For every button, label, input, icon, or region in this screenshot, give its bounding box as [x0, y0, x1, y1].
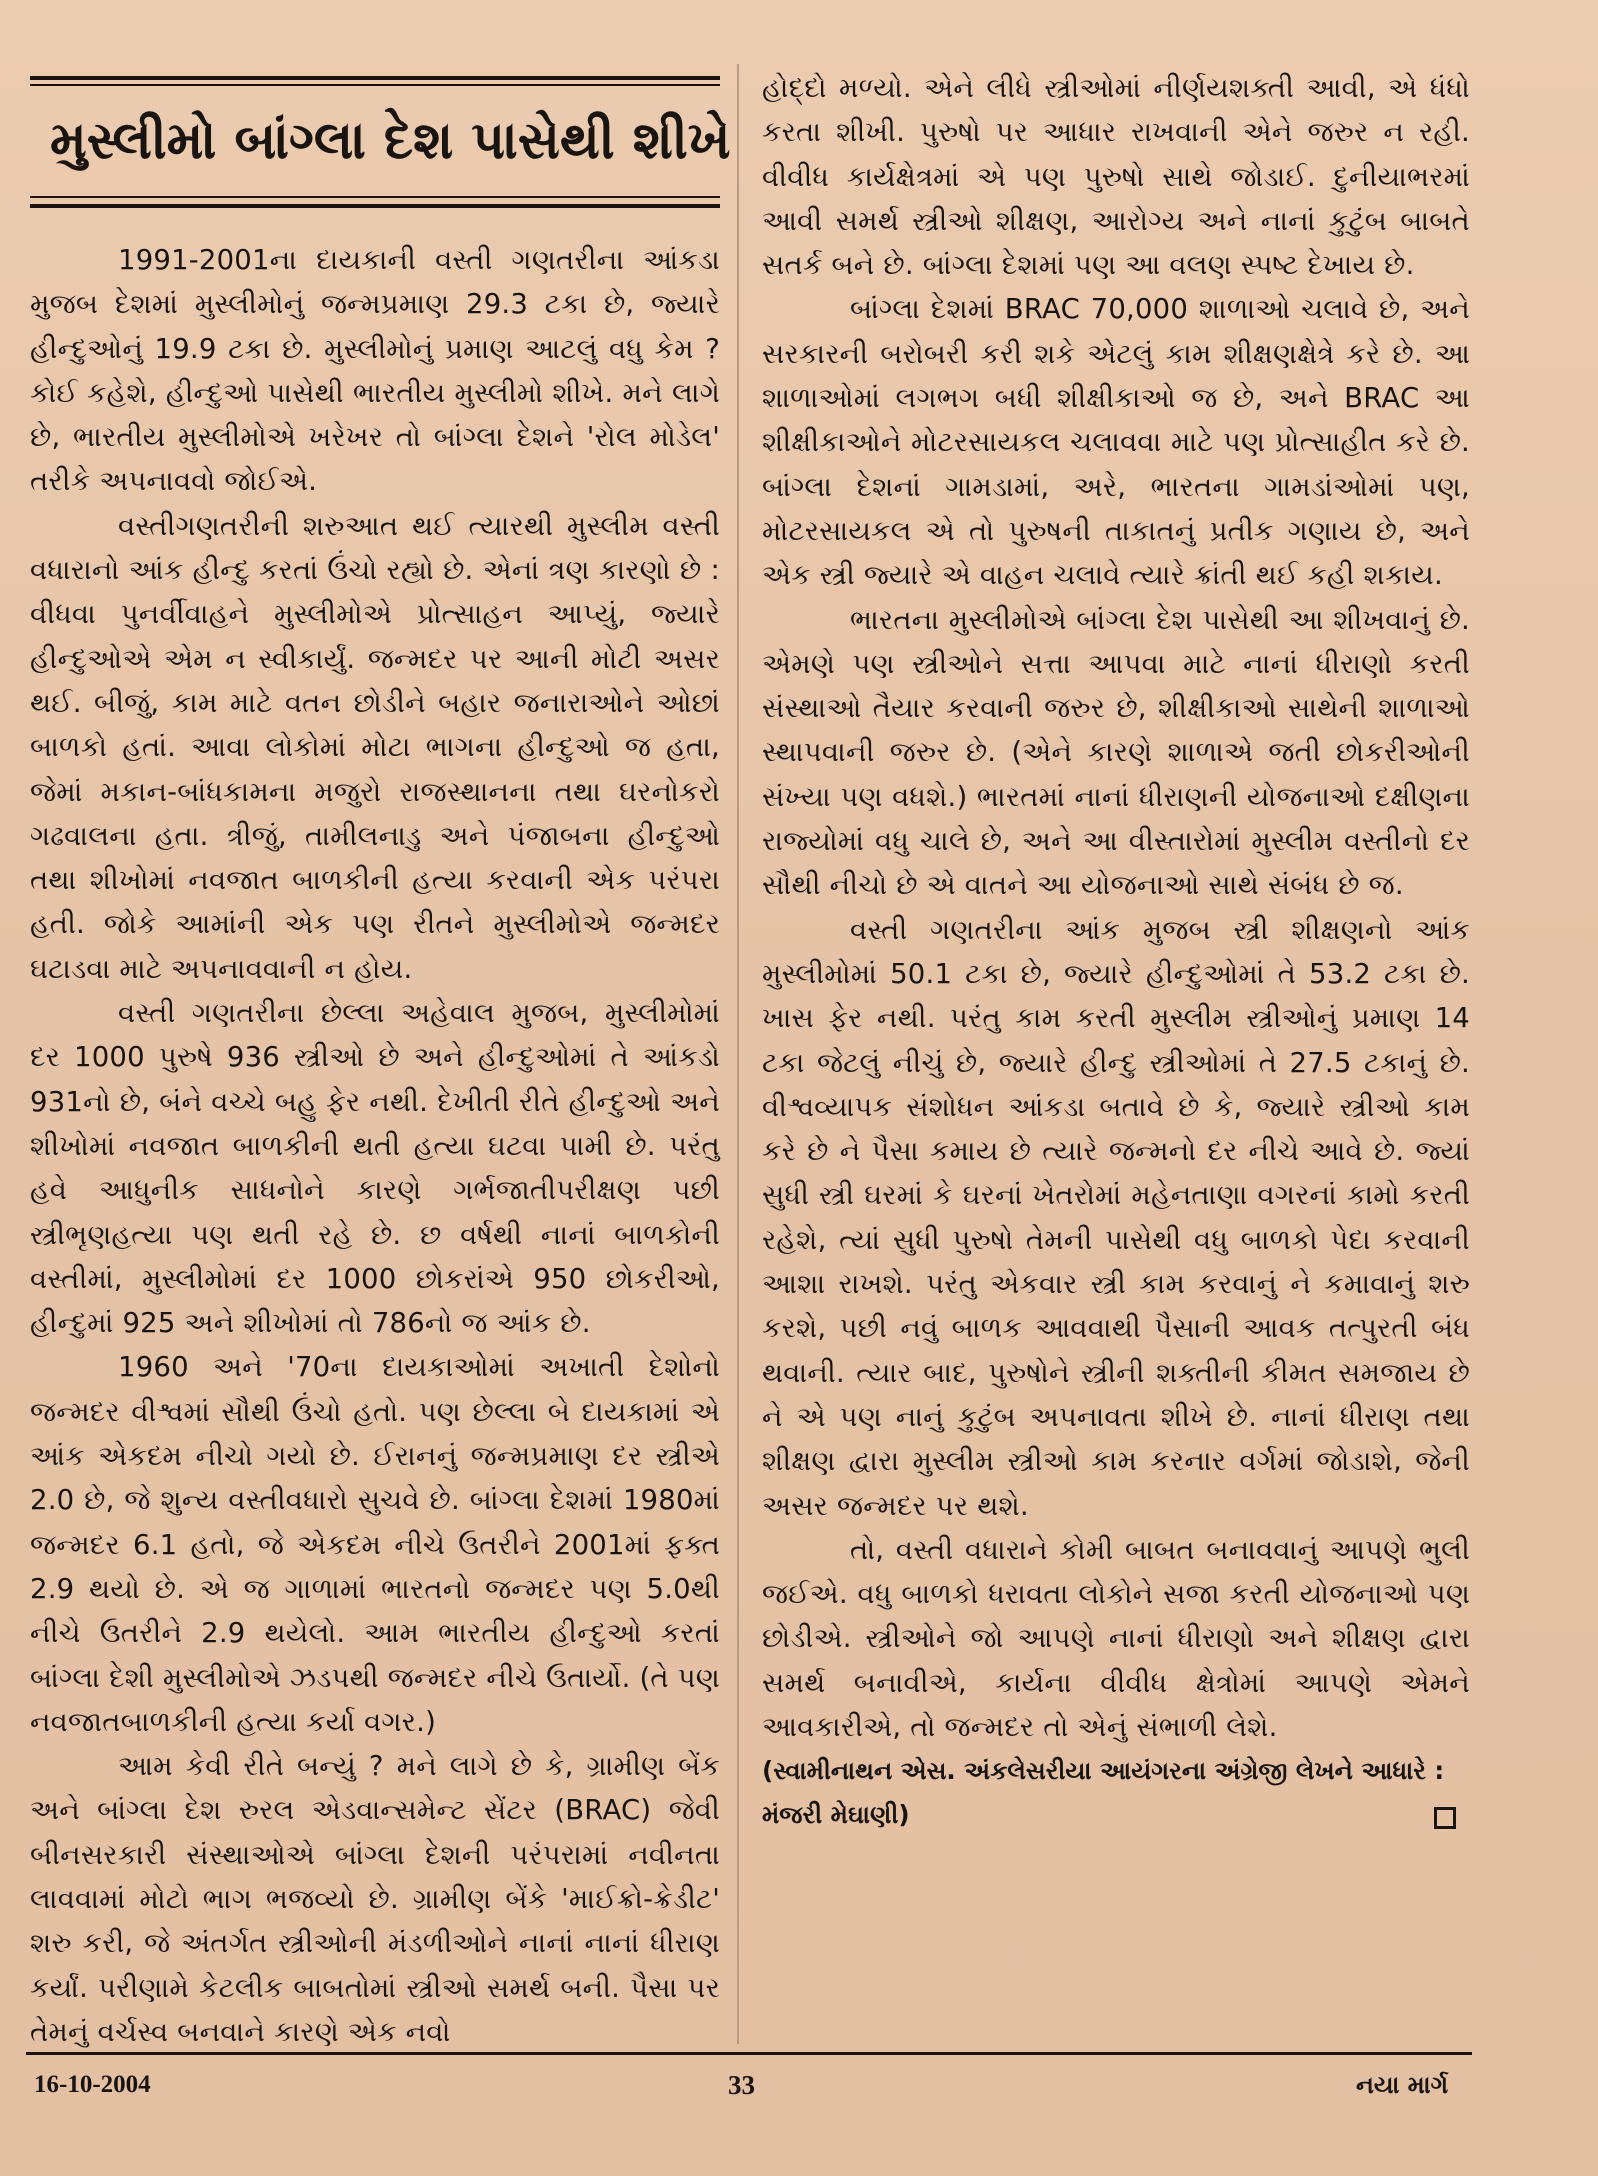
title-bottom-rule-thick [30, 204, 720, 208]
article-credit-text: (સ્વામીનાથન એસ. અંકલેસરીયા આયંગરના અંગ્રેજી લેખને આધારે : મંજરી મેઘાણી) [762, 1756, 1445, 1830]
paragraph: વસ્તી ગણતરીના છેલ્લા અહેવાલ મુજબ, મુસ્લીમોમાં દર 1000 પુરુષે 936 સ્ત્રીઓ છે અને હીન્દુઓમાં તે આંકડો 931નો છે, બંને વચ્ચે બહુ ફેર નથી. દેખીતી રીતે હીન્દુઓ અને શીખોમાં નવજાત બાળકીની થતી હત્યા ઘટવા પામી છે. પરંતુ હવે આધુનીક સાધનોને કારણે ગર્ભજાતીપરીક્ષણ પછી સ્ત્રીભૃણહત્યા પણ થતી રહે છે. છ વર્ષથી નાનાં બાળકોની વસ્તીમાં, મુસ્લીમોમાં દર 1000 છોકરાંએ 950 છોકરીઓ, હીન્દુમાં 925 અને શીખોમાં તો 786નો જ આંક છે. [30, 997, 720, 1340]
magazine-name: નયા માર્ગ [1356, 2071, 1449, 2099]
left-column [30, 64, 731, 2054]
paragraph: 1991-2001ના દાયકાની વસ્તી ગણતરીના આંકડા મુજબ દેશમાં મુસ્લીમોનું જન્મપ્રમાણ 29.3 ટકા છે, જ્યારે હીન્દુઓનું 19.9 ટકા છે. મુસ્લીમોનું પ્રમાણ આટલું વધુ કેમ ? કોઈ કહેશે, હીન્દુઓ પાસેથી ભારતીય મુસ્લીમો શીખે. મને લાગે છે, ભારતીય મુસ્લીમોએ ખરેખર તો બાંગ્લા દેશને 'રોલ મોડેલ' તરીકે અપનાવવો જોઈએ. [30, 244, 720, 498]
end-of-article-square-icon [1434, 1807, 1456, 1829]
paragraph: વસ્તીગણતરીની શરુઆત થઈ ત્યારથી મુસ્લીમ વસ્તી વધારાનો આંક હીન્દુ કરતાં ઉંચો રહ્યો છે. એનાં ત્રણ કારણો છે : વીધવા પુનર્વીવાહને મુસ્લીમોએ પ્રોત્સાહન આપ્યું, જ્યારે હીન્દુઓએ એમ ન સ્વીકાર્યું. જન્મદર પર આની મોટી અસર થઈ. બીજું, કામ માટે વતન છોડીને બહાર જનારાઓને ઓછાં બાળકો હતાં. આવા લોકોમાં મોટા ભાગના હીન્દુઓ જ હતા, જેમાં મકાન-બાંધકામના મજુરો રાજસ્થાનના તથા ઘરનોકરો ગઢવાલના હતા. ત્રીજું, તામીલનાડુ અને પંજાબના હીન્દુઓ તથા શીખોમાં નવજાત બાળકીની હત્યા કરવાની એક પરંપરા હતી. જોકે આમાંની એક પણ રીતને મુસ્લીમોએ જન્મદર ઘટાડવા માટે અપનાવવાની ન હોય. [30, 509, 720, 985]
page-number: 33 [728, 2070, 755, 2100]
paragraph: બાંગ્લા દેશમાં BRAC 70,000 શાળાઓ ચલાવે છે, અને સરકારની બરોબરી કરી શકે એટલું કામ શીક્ષણક્ષેત્રે કરે છે. આ શાળાઓમાં લગભગ બધી શીક્ષીકાઓ જ છે, અને BRAC આ શીક્ષીકાઓને મોટરસાયકલ ચલાવવા માટે પણ પ્રોત્સાહીત કરે છે. બાંગ્લા દેશનાં ગામડામાં, અરે, ભારતના ગામડાંઓમાં પણ, મોટરસાયકલ એ તો પુરુષની તાકાતનું પ્રતીક ગણાય છે, અને એક સ્ત્રી જ્યારે એ વાહન ચલાવે ત્યારે ક્રાંતી થઈ કહી શકાય. [762, 293, 1470, 592]
paragraph-continued: હોદ્દો મળ્યો. એને લીધે સ્ત્રીઓમાં નીર્ણયશક્તી આવી, એ ધંધો કરતા શીખી. પુરુષો પર આધાર રાખવાની એને જરુર ન રહી. વીવીધ કાર્યક્ષેત્રમાં એ પણ પુરુષો સાથે જોડાઈ. દુનીયાભરમાં આવી સમર્થ સ્ત્રીઓ શીક્ષણ, આરોગ્ય અને નાનાં કુટુંબ બાબતે સતર્ક બને છે. બાંગ્લા દેશમાં પણ આ વલણ સ્પષ્ટ દેખાય છે. [762, 72, 1470, 282]
paragraph: વસ્તી ગણતરીના આંક મુજબ સ્ત્રી શીક્ષણનો આંક મુસ્લીમોમાં 50.1 ટકા છે, જ્યારે હીન્દુઓમાં તે 53.2 ટકા છે. ખાસ ફેર નથી. પરંતુ કામ કરતી મુસ્લીમ સ્ત્રીઓનું પ્રમાણ 14 ટકા જેટલું નીચું છે, જ્યારે હીન્દુ સ્ત્રીઓમાં તે 27.5 ટકાનું છે. વીશ્વવ્યાપક સંશોધન આંકડા બતાવે છે કે, જ્યારે સ્ત્રીઓ કામ કરે છે ને પૈસા કમાય છે ત્યારે જન્મનો દર નીચે આવે છે. જ્યાં સુધી સ્ત્રી ઘરમાં કે ઘરનાં ખેતરોમાં મહેનતાણા વગરનાં કામો કરતી રહેશે, ત્યાં સુધી પુરુષો તેમની પાસેથી વધુ બાળકો પેદા કરવાની આશા રાખશે. પરંતુ એકવાર સ્ત્રી કામ કરવાનું ને કમાવાનું શરુ કરશે, પછી નવું બાળક આવવાથી પૈસાની આવક તત્પુરતી બંધ થવાની. ત્યાર બાદ, પુરુષોને સ્ત્રીની શક્તીની કીમત સમજાય છે ને એ પણ નાનું કુટુંબ અપનાવતા શીખે છે. નાનાં ધીરાણ તથા શીક્ષણ દ્વારા મુસ્લીમ સ્ત્રીઓ કામ કરનાર વર્ગમાં જોડાશે, જેની અસર જન્મદર પર થશે. [762, 913, 1470, 1522]
title-block [30, 72, 731, 224]
column-divider [737, 64, 739, 2044]
footer-date: 16-10-2004 [34, 2071, 151, 2098]
paragraph: આમ કેવી રીતે બન્યું ? મને લાગે છે કે, ગ્રામીણ બેંક અને બાંગ્લા દેશ રુરલ એડવાન્સમેન્ટ સેંટર (BRAC) જેવી બીનસરકારી સંસ્થાઓએ બાંગ્લા દેશની પરંપરામાં નવીનતા લાવવામાં મોટો ભાગ ભજવ્યો છે. ગ્રામીણ બેંકે 'માઈક્રો-ક્રેડીટ' શરુ કરી, જે અંતર્ગત સ્ત્રીઓની મંડળીઓને નાનાં નાનાં ધીરાણ કર્યાં. પરીણામે કેટલીક બાબતોમાં સ્ત્રીઓ સમર્થ બની. પૈસા પર તેમનું વર્ચસ્વ બનવાને કારણે એક નવો [30, 1750, 720, 2048]
paragraph: ભારતના મુસ્લીમોએ બાંગ્લા દેશ પાસેથી આ શીખવાનું છે. એમણે પણ સ્ત્રીઓને સત્તા આપવા માટે નાનાં ધીરાણો કરતી સંસ્થાઓ તૈયાર કરવાની જરુર છે, શીક્ષીકાઓ સાથેની શાળાઓ સ્થાપવાની જરુર છે. (એને કારણે શાળાએ જતી છોકરીઓની સંખ્યા પણ વધશે.) ભારતમાં નાનાં ધીરાણની યોજનાઓ દક્ષીણના રાજ્યોમાં વધુ ચાલે છે, અને આ વીસ્તારોમાં મુસ્લીમ વસ્તીનો દર સૌથી નીચો છે એ વાતને આ યોજનાઓ સાથે સંબંધ છે જ. [762, 603, 1470, 902]
title-top-rule-thick [30, 76, 720, 80]
title-top-rule-thin [30, 84, 720, 86]
article-title: મુસ્લીમો બાંગ્લા દેશ પાસેથી શીખે [50, 111, 731, 171]
footer-rule [26, 2052, 1472, 2055]
right-column [762, 66, 1470, 1837]
article-credit [762, 1749, 1470, 1837]
paragraph: તો, વસ્તી વધારાને કોમી બાબત બનાવવાનું આપણે ભુલી જઈએ. વધુ બાળકો ધરાવતા લોકોને સજા કરતી યોજનાઓ પણ છોડીએ. સ્ત્રીઓને જો આપણે નાનાં ધીરાણો અને શીક્ષણ દ્વારા સમર્થ બનાવીએ, કાર્યના વીવીધ ક્ષેત્રોમાં આપણે એમને આવકારીએ, તો જન્મદર તો એનું સંભાળી લેશે. [762, 1533, 1470, 1743]
paragraph: 1960 અને '70ના દાયકાઓમાં અખાતી દેશોનો જન્મદર વીશ્વમાં સૌથી ઉંચો હતો. પણ છેલ્લા બે દાયકામાં એ આંક એકદમ નીચો ગયો છે. ઈરાનનું જન્મપ્રમાણ દર સ્ત્રીએ 2.0 છે, જે શુન્ય વસ્તીવધારો સુચવે છે. બાંગ્લા દેશમાં 1980માં જન્મદર 6.1 હતો, જે એકદમ નીચે ઉતરીને 2001માં ફક્ત 2.9 થયો છે. એ જ ગાળામાં ભારતનો જન્મદર પણ 5.0થી નીચે ઉતરીને 2.9 થયેલો. આમ ભારતીય હીન્દુઓ કરતાં બાંગ્લા દેશી મુસ્લીમોએ ઝડપથી જન્મદર નીચે ઉતાર્યો. (તે પણ નવજાતબાળકીની હત્યા કર્યા વગર.) [30, 1351, 720, 1738]
title-bottom-rule-thin [30, 196, 720, 198]
